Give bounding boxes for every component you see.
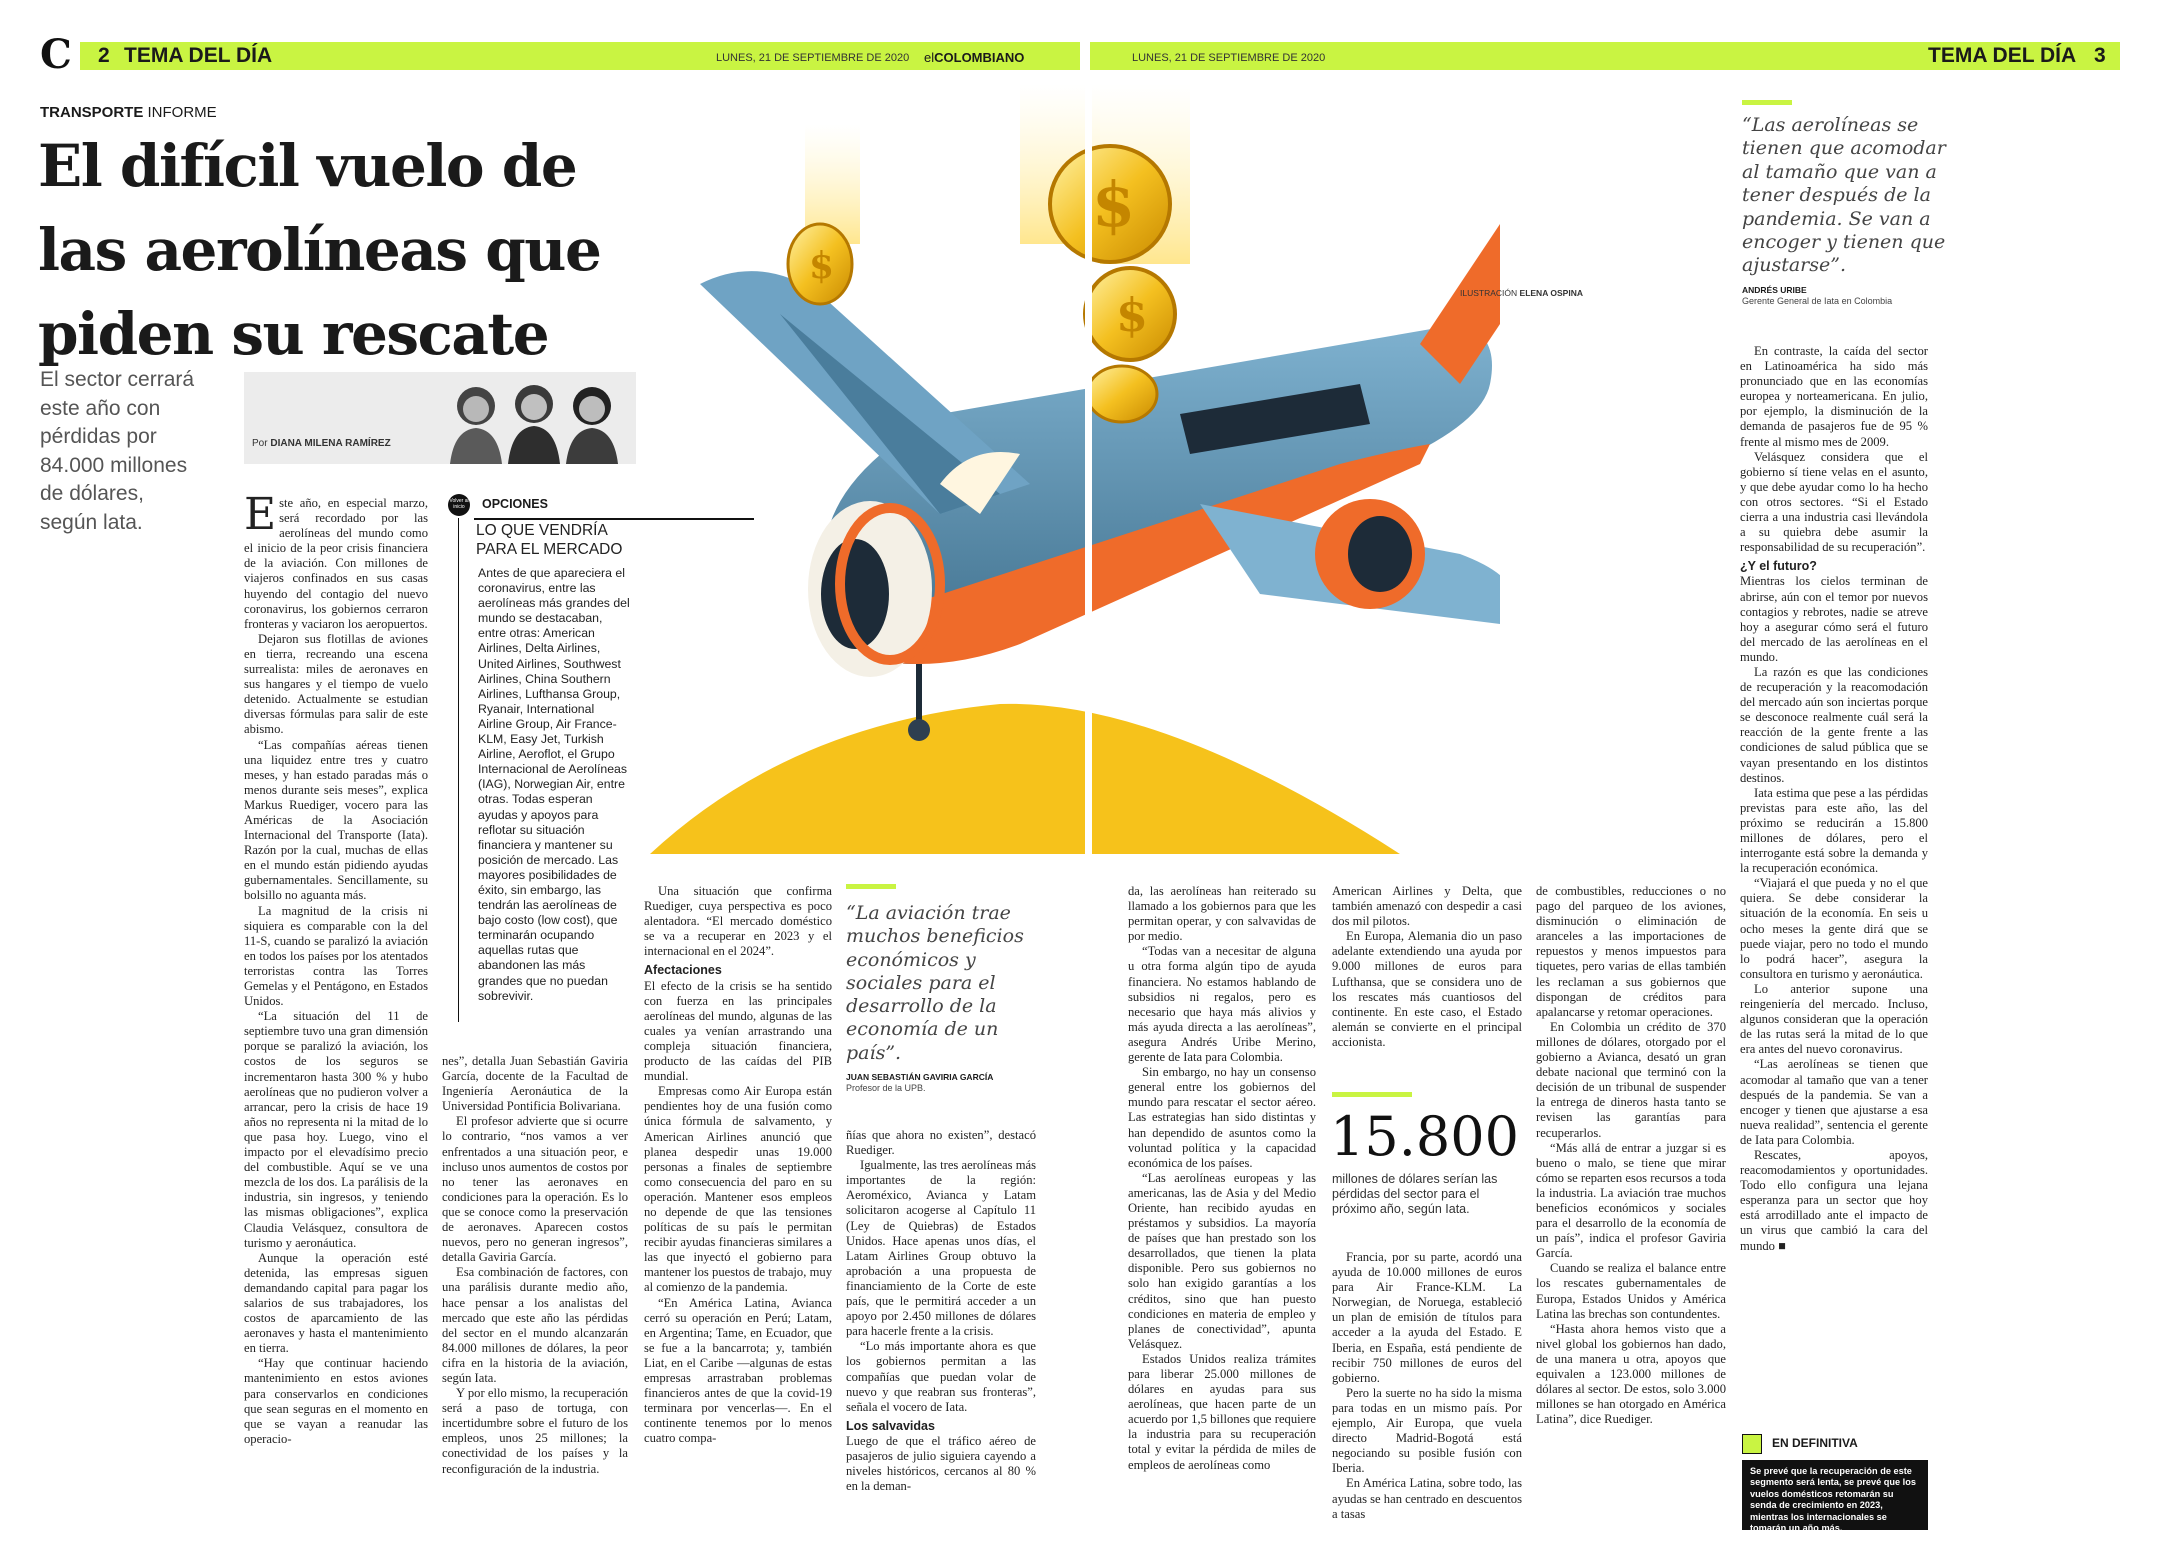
paragraph: Estados Unidos realiza trámites para liberar 25.000 millones de dólares en ayudas para sus aerolíneas, que hacen parte de un acuerdo por 1,5 billones que requiere la industria para su recuperación total y evitar la pérdida de miles de empleos de aerolíneas como bbox=[1128, 1351, 1316, 1472]
paragraph: Una situación que confirma Ruediger, cuya perspectiva es poco alentadora. “El mercado doméstico se va a recuperar en 2023 y el internacional en el 2024”. bbox=[644, 884, 832, 959]
sidebar-left-rule bbox=[458, 518, 459, 1022]
subheading: ¿Y el futuro? bbox=[1740, 559, 1817, 574]
paragraph: nes”, detalla Juan Sebastián Gaviria García, docente de la Facultad de Ingeniería Aeronáutica de la Universidad Pontificia Bolivariana. bbox=[442, 1054, 628, 1114]
page-gutter bbox=[1080, 42, 1090, 70]
section-title-left[interactable]: TEMA DEL DÍA bbox=[124, 44, 273, 67]
paragraph: Luego de que el tráfico aéreo de pasajeros de julio siguiera cayendo a niveles históricos, cercanos al 80 % en la deman- bbox=[846, 1433, 1036, 1494]
sidebar-icon[interactable]: Volver al inicio bbox=[448, 494, 470, 516]
column-1 bbox=[244, 489, 428, 1447]
sidebar-subtitle bbox=[476, 522, 622, 559]
paragraph: “La situación del 11 de septiembre tuvo una gran dimensión porque se paralizó la aviación, los costos de los seguros se incrementaron hasta 300 % y hubo aerolíneas que no pudieron volver a arrancar, pero la crisis de hace 19 años no representa ni la mitad de lo que pasa hoy. Luego, vino el impacto por el elevadísimo precio del combustible. Aquí se ve una mezcla de los dos. La parálisis de la industria, sin ingresos, y teniendo las mismas obligaciones”, explica Claudia Velásquez, consultora de turismo y aeronáutica. bbox=[244, 1009, 428, 1250]
paragraph: La razón es que las condiciones de recuperación y la reacomodación del mercado aún son inciertas porque se desconoce realmente cuál será la reacción de la gente frente a las condiciones de salud pública que se vayan presentando en los distintos destinos. bbox=[1740, 664, 1928, 785]
summary-line: El sector cerrará bbox=[40, 368, 195, 391]
coin-medium bbox=[1085, 268, 1175, 360]
paragraph: “Más allá de entrar a juzgar si es bueno o malo, se tiene que mirar cómo se reparten esos recursos a toda la industria. La aviación trae muchos beneficios económicos y sociales para el desarrollo de la economía de un país”, indica el profesor Gaviria García. bbox=[1536, 1140, 1726, 1261]
definitiva-box bbox=[1742, 1460, 1928, 1534]
paragraph: Y por ello mismo, la recuperación será a paso de tortuga, con incertidumbre sobre el futuro de los empleos, unos 25 millones; la conectividad de los países y la reconfiguración de la industria. bbox=[442, 1386, 628, 1476]
column-3 bbox=[644, 884, 832, 1446]
paragraph: Esa combinación de factores, con una parálisis durante medio año, hace pensar a los analistas del mercado que este año las pérdidas del sector en el mundo alcanzarán 84.000 millones de dólares, la peor cifra en la historia de la aviación, según Iata. bbox=[442, 1265, 628, 1385]
stat-caption: millones de dólares serían las pérdidas del sector para el próximo año, según Iata. bbox=[1332, 1172, 1498, 1216]
sidebar-text: Antes de que apareciera el coronavirus, entre las aerolíneas más grandes del mundo se destacaban, entre otras: American Airlines, Delta Airlines, United Airlines, Southwest Airlines, China Southern Airlines, Lufthansa Group, Ryanair, International Airline Group, Air France-KLM, Easy Jet, Turkish Airline, Aeroflot, el Grupo Internacional de Aerolíneas (IAG), Norwegian Air, entre otras. Todas esperan ayudas y apoyos para reflotar su situación financiera y mantener su posición de mercado. Las mayores posibilidades de éxito, sin embargo, las tendrán las aerolíneas de bajo costo (low cost), que terminarán ocupando aquellas rutas que abandonen las más grandes que no puedan sobrevivir. bbox=[478, 566, 630, 1003]
quote-top-role: Gerente General de Iata en Colombia bbox=[1742, 296, 1893, 306]
svg-text:$: $ bbox=[1092, 168, 1136, 241]
column-2 bbox=[442, 1054, 628, 1477]
byline bbox=[252, 438, 391, 449]
paragraph: ñías que ahora no existen”, destacó Ruediger. bbox=[846, 1128, 1036, 1158]
paragraph: La magnitud de la crisis ni siquiera es comparable con la del 11-S, cuando se paralizó la aviación en todos los países por los atentados terroristas contra las Torres Gemelas y el Pentágono, en Estados Unidos. bbox=[244, 903, 428, 1009]
paragraph: Sin embargo, no hay un consenso general entre los gobiernos del mundo para rescatar el sector aéreo. Las estrategias han sido distintas y han dependido de asuntos como la voluntad política y la capacidad económica de los países. bbox=[1128, 1065, 1316, 1170]
stat-rule bbox=[1332, 1092, 1412, 1097]
kicker-sub: INFORME bbox=[147, 104, 217, 121]
paragraph: Mientras los cielos terminan de abrirse, aún con el temor por nuevos contagios y rebrotes, nadie se atreve hoy a asegurar cómo será el futuro del mercado de las aerolíneas en el mundo. bbox=[1740, 574, 1928, 664]
column-7 bbox=[1536, 884, 1726, 1427]
paragraph: “En América Latina, Avianca cerró su operación en Perú; Latam, en Argentina; Tame, en Ecuador, que se fue a la bancarrota; y, también Liat, en el Caribe —algunas de estas empresas arrastraban problemas financieros antes de que la covid-19 terminara por vencerlas—. En el continente tenemos por lo menos cuatro compa- bbox=[644, 1295, 832, 1446]
credit-name: ELENA OSPINA bbox=[1519, 288, 1583, 298]
illustration-credit bbox=[1460, 288, 1583, 298]
quote-mid: “La aviación trae muchos beneficios económicos y sociales para el desarrollo de la economía de un país”. bbox=[846, 902, 1024, 1064]
date-right: LUNES, 21 DE SEPTIEMBRE DE 2020 bbox=[1132, 52, 1326, 64]
paragraph: “Lo más importante ahora es que los gobiernos permitan a las compañías que puedan volar de nuevo y que reabran sus fronteras”, señala el vocero de Iata. bbox=[846, 1339, 1036, 1414]
column-6b bbox=[1332, 1250, 1522, 1522]
svg-text:$: $ bbox=[1116, 288, 1149, 342]
quote-top: “Las aerolíneas se tienen que acomodar al tamaño que van a tener después de la pandemia. Se van a encoger y tienen que ajustarse”. bbox=[1742, 114, 1946, 277]
summary bbox=[40, 366, 240, 537]
paragraph: En Colombia un crédito de 370 millones de dólares, otorgado por el gobierno a Avianca, desató un gran debate nacional que terminó con la decisión de un tribunal de suspender la entrega de dineros hasta tanto se revisen las garantías para recuperarlos. bbox=[1536, 1019, 1726, 1140]
paragraph: El efecto de la crisis se ha sentido con fuerza en las principales aerolíneas del mundo, algunas de las cuales ya venían arrastrando una compleja situación financiera, producto de las caídas del PIB mundial. bbox=[644, 978, 832, 1084]
engine-inner bbox=[1348, 516, 1412, 592]
drop-cap: E bbox=[244, 489, 277, 540]
kicker-main: TRANSPORTE bbox=[40, 104, 144, 121]
paragraph: “Hay que continuar haciendo mantenimiento en estos aviones para conservarlos en condiciones que sean seguras en el momento en que se vayan a reanudar las operacio- bbox=[244, 1356, 428, 1446]
paragraph: de combustibles, reducciones o no pago del parqueo de los aviones, disminución o eliminación de aranceles a las importaciones de repuestos y menos impuestos para tiquetes, pero varias de ellas también les reclaman a sus gobiernos que dispongan de créditos para apalancarse y retomar operaciones. bbox=[1536, 884, 1726, 1019]
byline-prefix: Por bbox=[252, 438, 268, 449]
definitiva-icon bbox=[1742, 1434, 1762, 1454]
date-left: LUNES, 21 DE SEPTIEMBRE DE 2020 bbox=[716, 52, 910, 64]
sidebar-title: OPCIONES bbox=[482, 497, 548, 511]
paragraph: “Las aerolíneas se tienen que acomodar al tamaño que van a tener después de la pandemia. Se van a encoger y tienen que ajustarse a esa nueva realidad”, sentencia el gerente de Iata para Colombia. bbox=[1740, 1057, 1928, 1147]
paragraph: Francia, por su parte, acordó una ayuda de 10.000 millones de euros para Air France-KLM. La Norwegian, de Noruega, estableció un plan de emisión de títulos para acceder a la ayuda del Estado. E Iberia, en España, está pendiente de recibir 750 millones de euros del gobierno. bbox=[1332, 1250, 1522, 1385]
byline-name[interactable]: DIANA MILENA RAMÍREZ bbox=[270, 438, 391, 449]
paragraph: American Airlines y Delta, que también amenazó con despedir a casi dos mil pilotos. bbox=[1332, 884, 1522, 929]
brand-main: COLOMBIANO bbox=[934, 50, 1025, 65]
paragraph: Empresas como Air Europa están pendientes hoy de una fusión como única fórmula de salvamento, y American Airlines anunció que planea despedir unas 19.000 personas a finales de septiembre como consecuencia del paro en su operación. Mantener esos empleos no depende de que las tensiones políticas de su país le permitan recibir ayudas financieras similares a las que inyectó el gobierno para mantener los puestos de trabajo, muy al comienzo de la pandemia. bbox=[644, 1084, 832, 1295]
sidebar-title-rule bbox=[474, 518, 754, 520]
headline bbox=[38, 124, 600, 376]
brand-prefix: el bbox=[924, 50, 935, 65]
definitiva-title: EN DEFINITIVA bbox=[1772, 1436, 1858, 1450]
quote-top-rule bbox=[1742, 100, 1792, 105]
logo[interactable]: C bbox=[40, 31, 72, 78]
landing-gear bbox=[916, 664, 922, 724]
paragraph: “Las compañías aéreas tienen una liquidez entre tres y cuatro meses, y han estado paradas más o menos durante seis meses”, explica Markus Ruediger, vocero para las Américas de la Asociación Internacional del Transporte (Iata). Razón por la cual, muchas de ellas en el mundo están pidiendo ayudas gubernamentales. Sencillamente, su bolsillo no aguanta más. bbox=[244, 737, 428, 903]
quote-top-name: ANDRÉS URIBE bbox=[1742, 285, 1807, 295]
summary-line: 84.000 millones bbox=[40, 453, 188, 477]
headline-line: El difícil vuelo de bbox=[38, 132, 577, 200]
coin-small bbox=[1087, 366, 1157, 422]
paragraph: En contraste, la caída del sector en Latinoamérica ha sido más pronunciado que en las economías europea y norteamericana. En julio, por ejemplo, la disminución de la demanda de pasajeros fue de 95 % frente al mismo mes de 2009. bbox=[1740, 344, 1928, 449]
stat-number: 15.800 bbox=[1330, 1105, 1519, 1168]
paragraph: Pero la suerte no ha sido la misma para todas en un mismo país. Por ejemplo, Air Europa, que vuela directo Madrid-Bogotá está negociando su posible fusión con Iberia. bbox=[1332, 1385, 1522, 1476]
paragraph: Rescates, apoyos, reacomodamientos y oportunidades. Todo ello configura una lejana esperanza para un sector que hoy está arrodillado ante el impacto de un virus que cambió la cara del mundo ■ bbox=[1740, 1147, 1928, 1253]
byline-box bbox=[244, 372, 636, 464]
paragraph: Aunque la operación esté detenida, las empresas siguen demandando capital para pagar los salarios de sus trabajadores, los costos de aparcamiento de las aeronaves y hasta el mantenimiento en tierra. bbox=[244, 1250, 428, 1356]
paragraph: Velásquez considera que el gobierno sí tiene velas en el asunto, y que debe ayudar como lo ha hecho con otros sectores. “Si el Estado cierra a una industria casi llevándola a su quiebra debe asumir la responsabilidad de su recuperación”. bbox=[1740, 449, 1928, 555]
page-fold bbox=[1085, 84, 1092, 854]
paragraph: El profesor advierte que si ocurre lo contrario, “nos vamos a ver enfrentados a una situación peor, e incluso unos aumentos de costos por no tener las aeronaves en condiciones para la operación. Es lo que se conoce como la preservación de aeronaves. Aparecen costos nuevos, pero no generan ingresos”, detalla Gaviria García. bbox=[442, 1114, 628, 1265]
headline-line: piden su rescate bbox=[38, 300, 549, 368]
paragraph: da, las aerolíneas han reiterado su llamado a los gobiernos para que les permitan operar, y con salvavidas de por medio. bbox=[1128, 884, 1316, 944]
column-4 bbox=[846, 1128, 1036, 1494]
paragraph: Cuando se realiza el balance entre los rescates gubernamentales de Europa, Estados Unidos y América Latina las brechas son contundentes. bbox=[1536, 1261, 1726, 1321]
column-8 bbox=[1740, 344, 1928, 1254]
page-number-left: 2 bbox=[98, 44, 110, 67]
brand-name[interactable] bbox=[924, 50, 1024, 65]
paragraph: En América Latina, sobre todo, las ayudas se han centrado en descuentos a tasas bbox=[1332, 1476, 1522, 1521]
subheading: Los salvavidas bbox=[846, 1418, 935, 1433]
svg-text:$: $ bbox=[809, 245, 835, 287]
author-photos bbox=[244, 372, 636, 464]
coin-large bbox=[1050, 146, 1170, 262]
sidebar-subtitle-line: LO QUE VENDRÍA bbox=[476, 522, 608, 539]
paragraph: ste año, en especial marzo, será recordado por las aerolíneas del mundo como el inicio de la peor crisis financiera de la aviación. Con millones de viajeros confinados en sus casas huyendo del contagio del nuevo coronavirus, los gobiernos cerraron fronteras y vaciaron los aeropuertos. bbox=[244, 496, 428, 631]
kicker bbox=[40, 104, 217, 121]
paragraph: “Viajará el que pueda y no el que quiera. Se debe considerar la situación de la economía. En seis u ocho meses la gente dirá que se puede viajar, pero no todo el mundo lo podrá hacer”, asegura la consultora en turismo y aeronáutica. bbox=[1740, 876, 1928, 981]
summary-line: según lata. bbox=[40, 510, 143, 534]
subheading: Afectaciones bbox=[644, 963, 722, 978]
credit-prefix: ILUSTRACIÓN bbox=[1460, 288, 1518, 298]
paragraph: “Todas van a necesitar de alguna u otra forma algún tipo de ayuda financiera. No estamos hablando de subsidios ni regalos, pero es necesario que haya más alivios y más ayuda directa a las aerolíneas”, asegura Andrés Uribe Merino, gerente de Iata para Colombia. bbox=[1128, 944, 1316, 1065]
page-number-right: 3 bbox=[2094, 44, 2106, 67]
ground-shape bbox=[650, 704, 1400, 854]
paragraph: Lo anterior supone una reingeniería del mercado. Incluso, algunos consideran que la operación de las rutas será la mitad de lo que era antes del nuevo coronavirus. bbox=[1740, 981, 1928, 1057]
paragraph: Igualmente, las tres aerolíneas más importantes de la región: Aeroméxico, Avianca y Latam solicitaron acogerse al Capítulo 11 (Ley de Quiebras) de Estados Unidos. Hace apenas unos días, el Latam Airlines Group obtuvo la aprobación a una propuesta de financiamiento de la Corte de este país, que le permitirá acceder a un apoyo por 2.450 millones de dólares para hacerle frente a la crisis. bbox=[846, 1158, 1036, 1339]
definitiva-text: Se prevé que la recuperación de este segmento será lenta, se prevé que los vuelos domésticos retomarán su senda de crecimiento en 2023, mientras los internacionales se tomarán un año más. bbox=[1750, 1466, 1916, 1534]
paragraph: Iata estima que pese a las pérdidas previstas para este año, las del próximo se reducirán a 15.800 millones de dólares, pero el interrogante está sobre la demanda y la recuperación económica. bbox=[1740, 785, 1928, 876]
quote-mid-name: JUAN SEBASTIÁN GAVIRIA GARCÍA bbox=[846, 1072, 994, 1082]
summary-line: de dólares, bbox=[40, 482, 144, 505]
summary-line: pérdidas por bbox=[40, 425, 157, 448]
summary-line: este año con bbox=[40, 396, 161, 420]
column-6 bbox=[1332, 884, 1522, 1050]
headline-line: las aerolíneas que bbox=[38, 216, 601, 284]
quote-mid-role: Profesor de la UPB. bbox=[846, 1083, 926, 1093]
sidebar-subtitle-line: PARA EL MERCADO bbox=[476, 540, 623, 558]
quote-mid-rule bbox=[846, 884, 896, 889]
paragraph: En Europa, Alemania dio un paso adelante extendiendo una ayuda por 9.000 millones de euros para Lufthansa, que se considera uno de los rescates más cuantiosos del continente. En este caso, el Estado alemán se convierte en el principal accionista. bbox=[1332, 929, 1522, 1049]
paragraph: Dejaron sus flotillas de aviones en tierra, recreando una escena surrealista: miles de aeronaves en sus hangares y el tiempo de vuelo detenido. Actualmente se estudian diversas fórmulas para salir de este abismo. bbox=[244, 631, 428, 737]
coin-left bbox=[788, 224, 852, 304]
paragraph: “Hasta ahora hemos visto que a nivel global los gobiernos han dado, de una manera u otra, apoyos que equivalen a 123.000 millones de dólares al sector. De estos, solo 3.000 millones se han otorgado en América Latina”, dice Ruediger. bbox=[1536, 1321, 1726, 1427]
paragraph: “Las aerolíneas europeas y las americanas, las de Asia y del Medio Oriente, han recibido ayudas en préstamos y subsidios. La mayoría de países que han prestado son los desarrollados, que tienen la plata disponible. Pero sus gobiernos no solo han exigido garantías a los créditos, sino que han puesto condiciones en materia de empleo y planes de conectividad”, apunta Velásquez. bbox=[1128, 1170, 1316, 1351]
airplane-illustration bbox=[640, 84, 1500, 854]
section-title-right[interactable]: TEMA DEL DÍA bbox=[1928, 44, 2077, 67]
landing-wheel bbox=[908, 719, 930, 741]
column-5 bbox=[1128, 884, 1316, 1473]
